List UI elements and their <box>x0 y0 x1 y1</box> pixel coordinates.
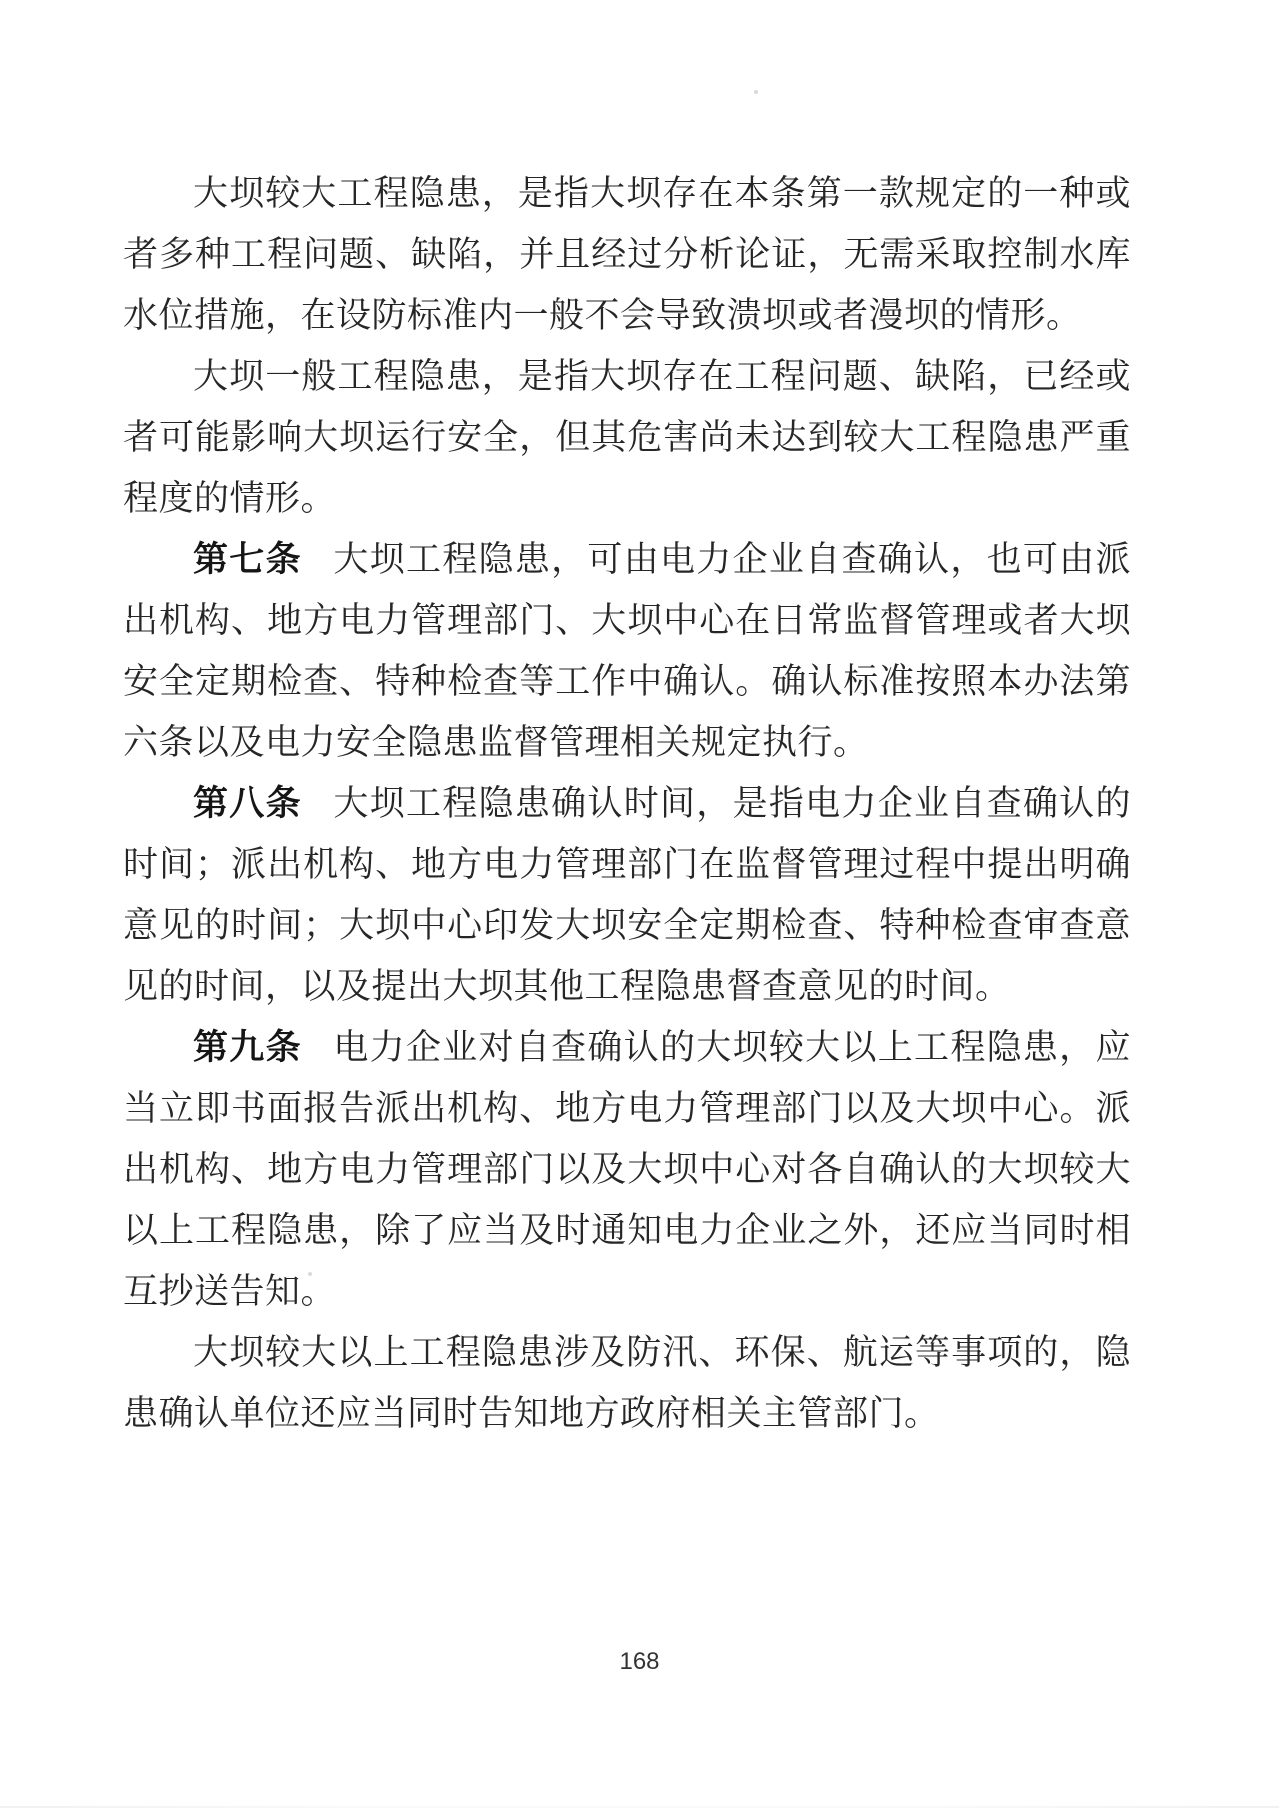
text-line <box>123 651 1131 712</box>
text-line <box>123 1139 1131 1200</box>
paragraph <box>123 163 1131 346</box>
article-number: 第九条 <box>193 1028 302 1067</box>
line-text: 大坝较大以上工程隐患涉及防汛、环保、航运等事项的，隐 <box>193 1333 1131 1372</box>
text-line <box>123 224 1131 285</box>
line-text: 大坝较大工程隐患，是指大坝存在本条第一款规定的一种或 <box>193 174 1131 213</box>
line-text: 六条以及电力安全隐患监督管理相关规定执行。 <box>123 723 869 762</box>
line-text: 程度的情形。 <box>123 479 337 518</box>
text-line <box>123 407 1131 468</box>
text-line <box>123 773 1131 834</box>
text-line <box>123 346 1131 407</box>
article-number: 第八条 <box>193 784 302 823</box>
line-text: 出机构、地方电力管理部门、大坝中心在日常监督管理或者大坝 <box>123 601 1131 640</box>
text-line <box>123 834 1131 895</box>
line-text: 大坝一般工程隐患，是指大坝存在工程问题、缺陷，已经或 <box>193 357 1131 396</box>
text-line <box>123 163 1131 224</box>
text-line <box>123 895 1131 956</box>
line-text: 者可能影响大坝运行安全，但其危害尚未达到较大工程隐患严重 <box>123 418 1131 457</box>
line-text: 见的时间，以及提出大坝其他工程隐患督查意见的时间。 <box>123 967 1011 1006</box>
page-number: 168 <box>619 1648 660 1675</box>
line-text: 时间；派出机构、地方电力管理部门在监督管理过程中提出明确 <box>123 845 1131 884</box>
line-text: 电力企业对自查确认的大坝较大以上工程隐患，应 <box>333 1028 1131 1067</box>
line-text: 意见的时间；大坝中心印发大坝安全定期检查、特种检查审查意 <box>123 906 1131 945</box>
text-line <box>123 1261 1131 1322</box>
paragraph-article-8 <box>123 773 1131 1017</box>
line-text: 以上工程隐患，除了应当及时通知电力企业之外，还应当同时相 <box>123 1211 1131 1250</box>
scan-speck <box>754 90 758 94</box>
text-line <box>123 1017 1131 1078</box>
text-line <box>123 529 1131 590</box>
body-text <box>123 163 1131 1444</box>
line-text: 安全定期检查、特种检查等工作中确认。确认标准按照本办法第 <box>123 662 1131 701</box>
line-text: 患确认单位还应当同时告知地方政府相关主管部门。 <box>123 1394 940 1433</box>
text-line <box>123 468 1131 529</box>
text-line <box>123 956 1131 1017</box>
paragraph <box>123 346 1131 529</box>
line-text: 互抄送告知。 <box>123 1272 337 1311</box>
text-line <box>123 1322 1131 1383</box>
paragraph-article-9 <box>123 1017 1131 1322</box>
text-line <box>123 1383 1131 1444</box>
text-line <box>123 712 1131 773</box>
line-text: 出机构、地方电力管理部门以及大坝中心对各自确认的大坝较大 <box>123 1150 1131 1189</box>
text-line <box>123 1078 1131 1139</box>
text-line <box>123 590 1131 651</box>
paragraph <box>123 1322 1131 1444</box>
text-line <box>123 285 1131 346</box>
line-text: 当立即书面报告派出机构、地方电力管理部门以及大坝中心。派 <box>123 1089 1131 1128</box>
paragraph-article-7 <box>123 529 1131 773</box>
scan-edge-artifact <box>0 1806 1279 1808</box>
article-number: 第七条 <box>193 540 302 579</box>
text-line <box>123 1200 1131 1261</box>
line-text: 者多种工程问题、缺陷，并且经过分析论证，无需采取控制水库 <box>123 235 1131 274</box>
line-text: 水位措施，在设防标准内一般不会导致溃坝或者漫坝的情形。 <box>123 296 1082 335</box>
line-text: 大坝工程隐患，可由电力企业自查确认，也可由派 <box>333 540 1131 579</box>
line-text: 大坝工程隐患确认时间，是指电力企业自查确认的 <box>333 784 1131 823</box>
